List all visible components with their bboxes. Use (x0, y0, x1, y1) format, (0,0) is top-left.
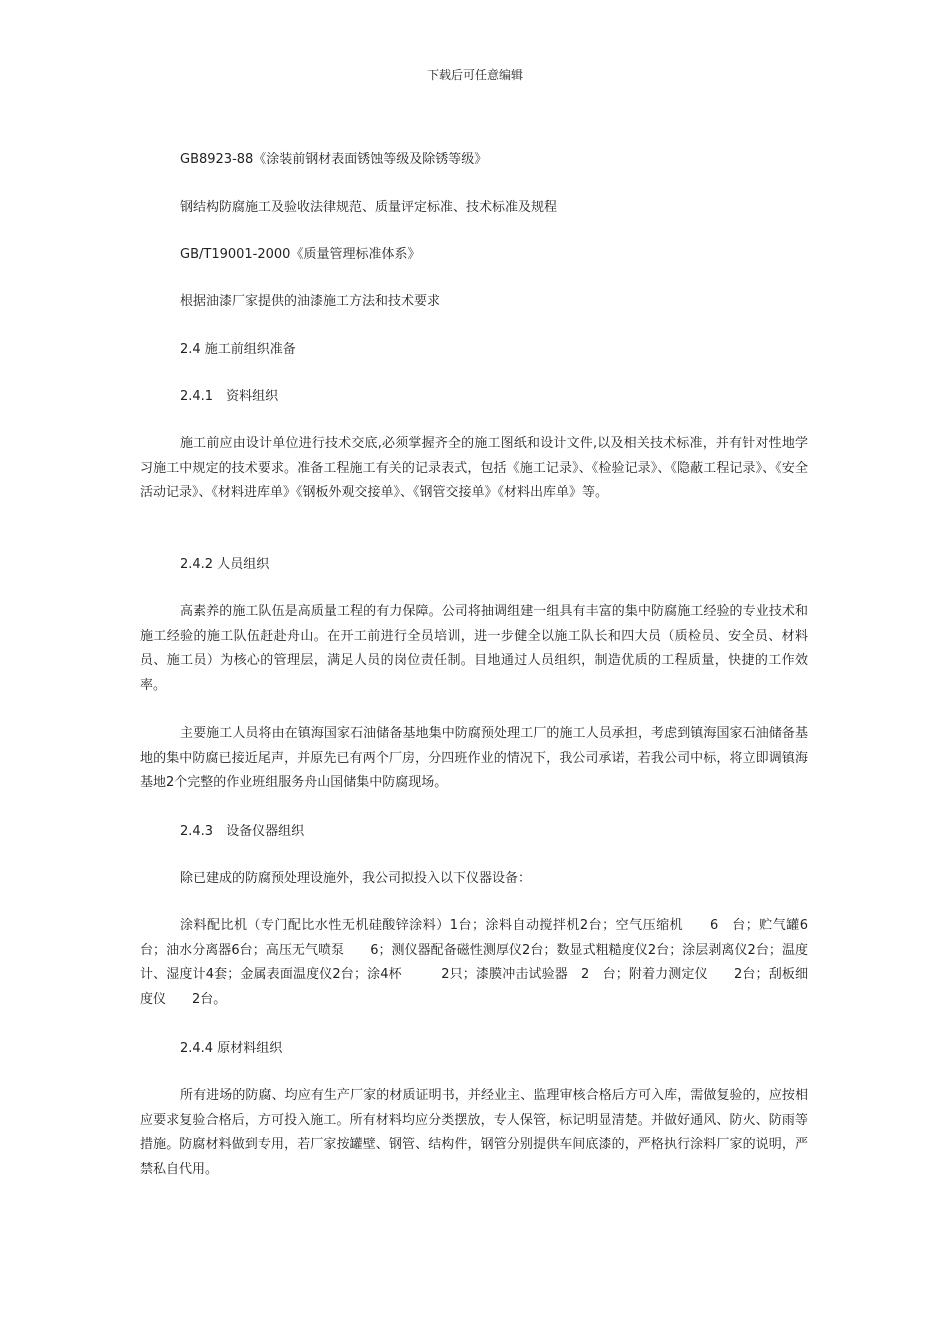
section-heading-2-4-4: 2.4.4 原材料组织 (180, 1041, 283, 1056)
section-heading-2-4: 2.4 施工前组织准备 (180, 342, 296, 357)
paragraph-document-organization: 施工前应由设计单位进行技术交底,必须掌握齐全的施工图纸和设计文件,以及相关技术标准，并有针对性地学习施工中规定的技术要求。准备工程施工有关的记录表式，包括《施工记录》、《检验记录》、《隐蔽工程记录》、《安全活动记录》、《材料进库单》《钢板外观交接单》、《钢管交接单》《材料出库单》等。 (140, 436, 808, 501)
paragraph-equipment-list: 涂料配比机（专门配比水性无机硅酸锌涂料）1台；涂料自动搅拌机2台；空气压缩机 6 台；贮气罐6台；油水分离器6台；高压无气喷泵 6；测仪器配备磁性测厚仪2台；数显式粗糙度仪2台；涂层剥离仪2台；温度计、湿度计4套；金属表面温度仪2台；涂4杯 2只；漆膜冲击试验器 2 台；附着力测定仪 2台；刮板细度仪 2台。 (140, 918, 808, 1007)
section-heading-2-4-3: 2.4.3 设备仪器组织 (180, 824, 305, 839)
standard-gbt19001: GB/T19001-2000《质量管理标准体系》 (180, 247, 421, 262)
paragraph-raw-material-organization: 所有进场的防腐、均应有生产厂家的材质证明书，并经业主、监理审核合格后方可入库，需做复验的，应按相应要求复验合格后，方可投入施工。所有材料均应分类摆放，专人保管，标记明显清楚。并做好通风、防火、防雨等措施。防腐材料做到专用，若厂家按罐壁、钢管、结构件，钢管分别提供车间底漆的，严格执行涂料厂家的说明，严禁私自代用。 (140, 1088, 808, 1177)
paragraph-main-construction-staff: 主要施工人员将由在镇海国家石油储备基地集中防腐预处理工厂的施工人员承担，考虑到镇海国家石油储备基地的集中防腐已接近尾声，并原先已有两个厂房，分四班作业的情况下，我公司承诺，若我公司中标，将立即调镇海基地2个完整的作业班组服务舟山国储集中防腐现场。 (140, 726, 808, 791)
section-heading-2-4-1: 2.4.1 资料组织 (180, 389, 279, 404)
section-heading-2-4-2: 2.4.2 人员组织 (180, 557, 270, 572)
paragraph-personnel-organization: 高素养的施工队伍是高质量工程的有力保障。公司将抽调组建一组具有丰富的集中防腐施工经验的专业技术和施工经验的施工队伍赶赴舟山。在开工前进行全员培训，进一步健全以施工队长和四大员（质检员、安全员、材料员、施工员）为核心的管理层，满足人员的岗位责任制。目地通过人员组织，制造优质的工程质量，快捷的工作效率。 (140, 604, 808, 693)
paint-manufacturer-requirements: 根据油漆厂家提供的油漆施工方法和技术要求 (180, 294, 441, 309)
standard-steel-anticorrosion: 钢结构防腐施工及验收法律规范、质量评定标准、技术标准及规程 (180, 200, 558, 215)
page-header: 下载后可任意编辑 (426, 68, 523, 82)
paragraph-equipment-intro: 除已建成的防腐预处理设施外，我公司拟投入以下仪器设备： (180, 871, 532, 886)
standard-gb8923: GB8923-88《涂装前钢材表面锈蚀等级及除锈等级》 (180, 152, 488, 167)
